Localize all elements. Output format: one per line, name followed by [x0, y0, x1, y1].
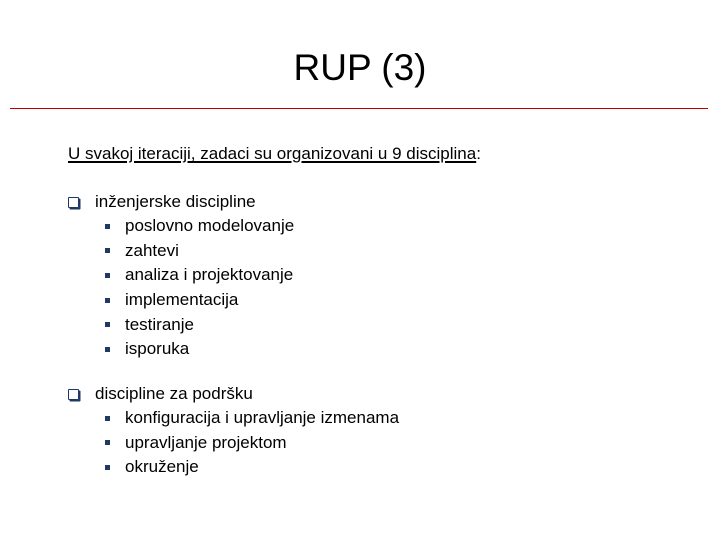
square-bullet-icon — [105, 465, 110, 470]
list-item-label: zahtevi — [125, 240, 179, 260]
title-divider — [10, 108, 708, 109]
discipline-group-support — [68, 382, 399, 480]
list-item-label: testiranje — [125, 314, 194, 334]
group-heading-label: discipline za podršku — [95, 384, 253, 403]
list-item-label: analiza i projektovanje — [125, 265, 294, 285]
list-item — [68, 406, 399, 431]
slide-title: RUP (3) — [293, 47, 427, 88]
list-item-label: konfiguracija i upravljanje izmenama — [125, 408, 400, 428]
square-bullet-icon — [105, 416, 110, 421]
list-item — [68, 263, 294, 288]
discipline-list — [68, 406, 399, 480]
discipline-group-engineering — [68, 190, 294, 362]
square-bullet-icon — [105, 440, 110, 445]
list-item-label: upravljanje projektom — [125, 432, 287, 452]
list-item — [68, 288, 294, 313]
intro-text-tail: : — [476, 144, 481, 163]
list-item — [68, 455, 399, 480]
list-item — [68, 239, 294, 264]
group-heading-label: inženjerske discipline — [95, 192, 256, 211]
checkbox-bullet-icon — [68, 197, 79, 208]
group-heading — [68, 190, 294, 214]
list-item-label: isporuka — [125, 339, 190, 359]
checkbox-bullet-icon — [68, 389, 79, 400]
square-bullet-icon — [105, 273, 110, 278]
intro-text-main: U svakoj iteraciji, zadaci su organizovani u 9 disciplina — [68, 144, 477, 163]
list-item — [68, 337, 294, 362]
square-bullet-icon — [105, 298, 110, 303]
intro-text — [68, 143, 481, 165]
list-item-label: poslovno modelovanje — [125, 216, 295, 236]
square-bullet-icon — [105, 248, 110, 253]
list-item — [68, 312, 294, 337]
list-item-label: okruženje — [125, 457, 199, 477]
list-item-label: implementacija — [125, 290, 239, 310]
square-bullet-icon — [105, 347, 110, 352]
discipline-list — [68, 214, 294, 362]
square-bullet-icon — [105, 224, 110, 229]
group-heading — [68, 382, 399, 406]
square-bullet-icon — [105, 322, 110, 327]
list-item — [68, 431, 399, 456]
list-item — [68, 214, 294, 239]
